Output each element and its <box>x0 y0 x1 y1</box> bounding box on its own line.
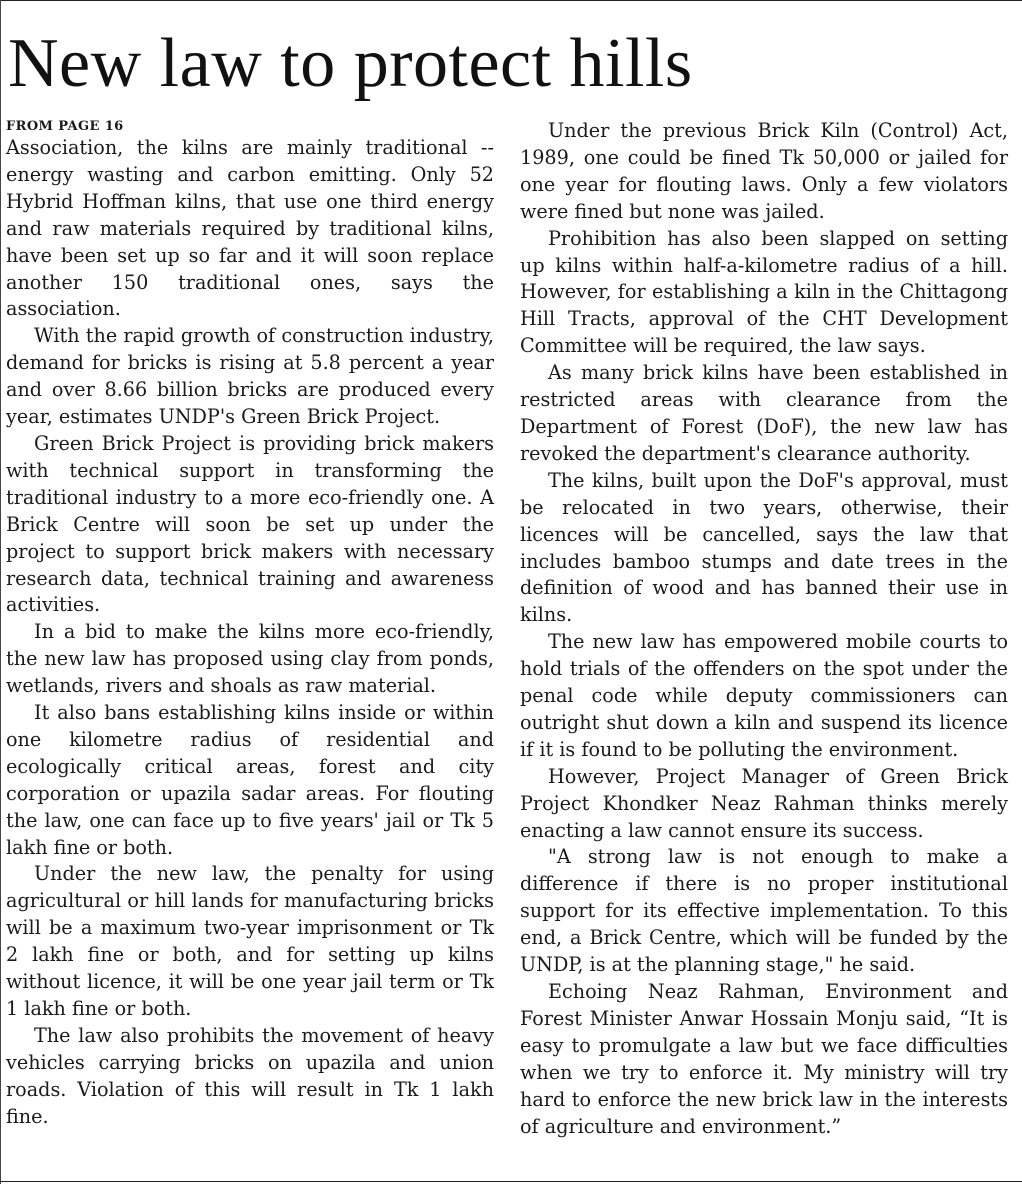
paragraph: Association, the kilns are mainly traditional -- energy wasting and carbon emitting. Only 52 Hybrid Hoffman kilns, that use one third energy and raw materials required by traditional kilns, have been set up so far and it will soon replace another 150 traditional ones, says the association. <box>6 136 494 321</box>
top-rule <box>0 0 1022 1</box>
paragraph: Prohibition has also been slapped on setting up kilns within half-a-kilometre radius of a hill. However, for establishing a kiln in the Chittagong Hill Tracts, approval of the CHT Development Committee will be required, the law says. <box>520 226 1008 358</box>
bottom-rule <box>0 1181 1022 1182</box>
paragraph: Green Brick Project is providing brick makers with technical support in transforming the traditional industry to a more eco-friendly one. A Brick Centre will soon be set up under the project to support brick makers with necessary research data, technical training and awareness activities. <box>6 431 494 617</box>
left-column <box>6 118 494 1131</box>
headline: New law to protect hills <box>8 25 693 102</box>
jump-line: FROM PAGE 16 <box>6 119 124 134</box>
paragraph: Echoing Neaz Rahman, Environment and Forest Minister Anwar Hossain Monju said, “It is easy to promulgate a law but we face difficulties when we try to enforce it. My ministry will try hard to enforce the new brick law in the interests of agriculture and environment.” <box>520 980 1008 1138</box>
left-rule <box>0 0 1 1184</box>
paragraph: However, Project Manager of Green Brick Project Khondker Neaz Rahman thinks merely enacting a law cannot ensure its success. <box>520 764 1008 842</box>
paragraph: The kilns, built upon the DoF's approval, must be relocated in two years, otherwise, their licences will be cancelled, says the law that includes bamboo stumps and date trees in the definition of wood and has banned their use in kilns. <box>520 468 1008 627</box>
paragraph: Under the new law, the penalty for using agricultural or hill lands for manufacturing bricks will be a maximum two-year imprisonment or Tk 2 lakh fine or both, and for setting up kilns without licence, it will be one year jail term or Tk 1 lakh fine or both. <box>6 862 494 1020</box>
paragraph: The new law has empowered mobile courts to hold trials of the offenders on the spot under the penal code while deputy commissioners can outright shut down a kiln and suspend its licence if it is found to be polluting the environment. <box>520 630 1008 761</box>
paragraph: As many brick kilns have been established in restricted areas with clearance from the Department of Forest (DoF), the new law has revoked the department's clearance authority. <box>520 361 1008 465</box>
paragraph: The law also prohibits the movement of heavy vehicles carrying bricks on upazila and union roads. Violation of this will result in Tk 1 lakh fine. <box>6 1023 494 1128</box>
right-column <box>520 118 1008 1140</box>
paragraph: It also bans establishing kilns inside or within one kilometre radius of residential and ecologically critical areas, forest and city corporation or upazila sadar areas. For flouting the law, one can face up to five years' jail or Tk 5 lakh fine or both. <box>6 701 494 859</box>
paragraph: In a bid to make the kilns more eco-friendly, the new law has proposed using clay from ponds, wetlands, rivers and shoals as raw material. <box>6 620 494 698</box>
paragraph: With the rapid growth of construction industry, demand for bricks is rising at 5.8 percent a year and over 8.66 billion bricks are produced every year, estimates UNDP's Green Brick Project. <box>6 324 494 429</box>
paragraph: "A strong law is not enough to make a difference if there is no proper institutional support for its effective implementation. To this end, a Brick Centre, which will be funded by the UNDP, is at the planning stage," he said. <box>520 845 1008 977</box>
paragraph: Under the previous Brick Kiln (Control) Act, 1989, one could be fined Tk 50,000 or jailed for one year for flouting laws. Only a few violators were fined but none was jailed. <box>520 119 1008 223</box>
